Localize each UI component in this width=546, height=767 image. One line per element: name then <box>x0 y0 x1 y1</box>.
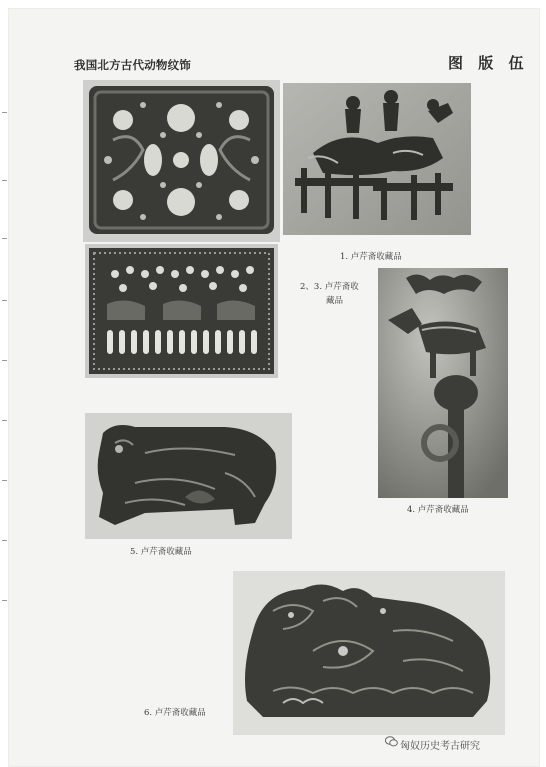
caption-fig6: 6. 卢芹斋收藏品 <box>144 708 206 718</box>
caption-fig23-line1: 2、3. 卢芹斋收 <box>300 282 359 292</box>
caption-fig5: 5. 卢芹斋收藏品 <box>130 547 192 557</box>
margin-mark <box>2 300 7 301</box>
margin-mark <box>2 112 7 113</box>
margin-mark <box>2 360 7 361</box>
margin-mark <box>2 180 7 181</box>
watermark-text: 匈奴历史考古研究 <box>400 741 480 752</box>
margin-mark <box>2 238 7 239</box>
photo-deer-figures <box>283 83 471 235</box>
wechat-icon <box>385 736 398 747</box>
book-title: 我国北方古代动物纹饰 <box>74 58 191 72</box>
margin-mark <box>2 600 7 601</box>
photo-tiger-plaque <box>233 571 505 735</box>
photo-deer-finial <box>378 268 508 498</box>
caption-fig4: 4. 卢芹斋收藏品 <box>407 505 469 515</box>
photo-beast-plaque <box>85 413 292 539</box>
photo-plaque-beaded <box>85 244 278 378</box>
margin-mark <box>2 420 7 421</box>
photo-plaque-openwork <box>83 80 280 242</box>
caption-fig23-line2: 藏品 <box>326 296 344 306</box>
margin-mark <box>2 540 7 541</box>
margin-mark <box>2 480 7 481</box>
caption-fig1: 1. 卢芹斋收藏品 <box>340 252 402 262</box>
plate-label: 图 版 伍 <box>448 54 529 72</box>
